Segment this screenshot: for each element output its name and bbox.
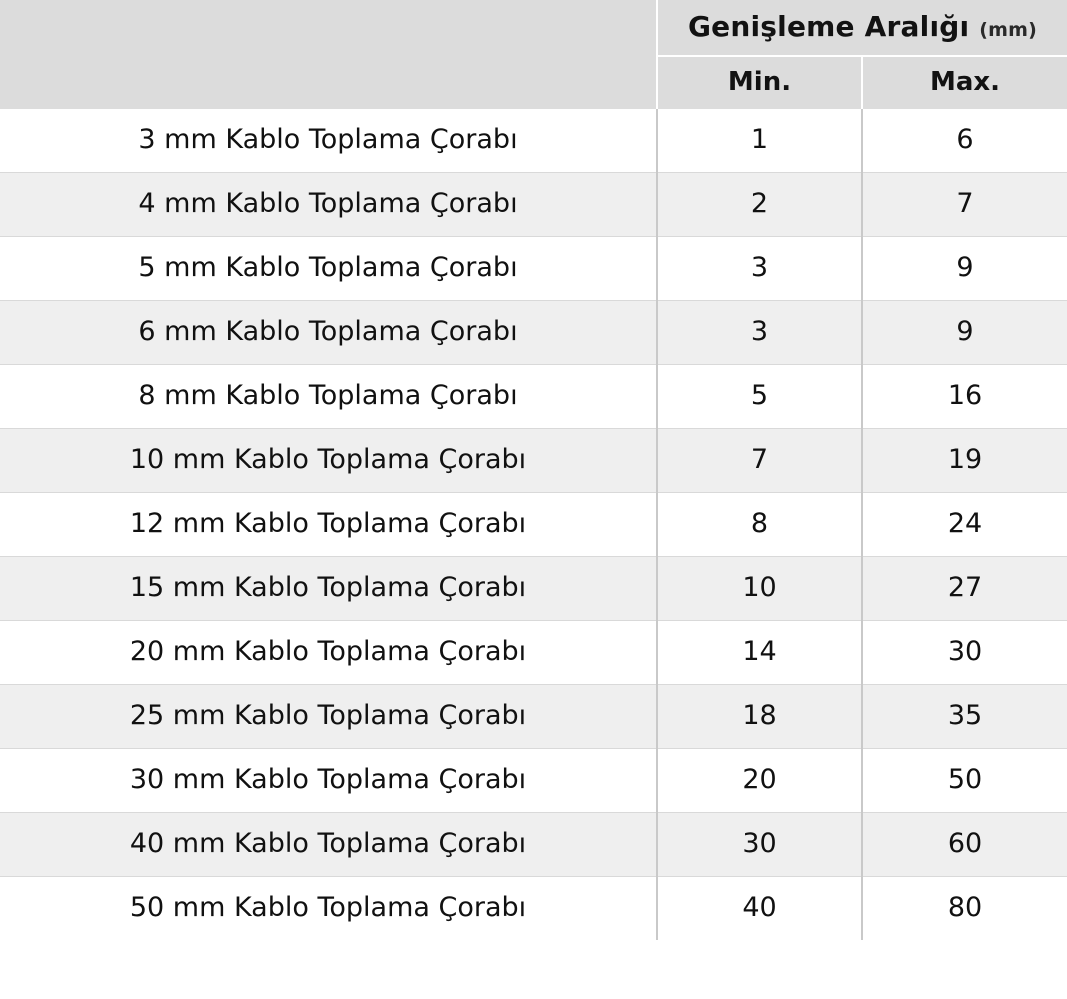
cell-expansion-max: 35 bbox=[862, 685, 1067, 749]
cell-expansion-max: 50 bbox=[862, 749, 1067, 813]
cell-expansion-max: 27 bbox=[862, 557, 1067, 621]
cell-product-name: 10 mm Kablo Toplama Çorabı bbox=[0, 429, 657, 493]
cell-expansion-max: 19 bbox=[862, 429, 1067, 493]
cell-product-name: 40 mm Kablo Toplama Çorabı bbox=[0, 813, 657, 877]
cell-product-name: 4 mm Kablo Toplama Çorabı bbox=[0, 173, 657, 237]
table-row bbox=[0, 173, 1067, 237]
cell-expansion-min: 10 bbox=[657, 557, 862, 621]
cell-product-name: 25 mm Kablo Toplama Çorabı bbox=[0, 685, 657, 749]
header-group-unit: (mm) bbox=[979, 19, 1037, 41]
table-row bbox=[0, 877, 1067, 941]
cell-product-name: 50 mm Kablo Toplama Çorabı bbox=[0, 877, 657, 941]
cell-expansion-min: 3 bbox=[657, 301, 862, 365]
table-header bbox=[0, 0, 1067, 109]
table-row bbox=[0, 813, 1067, 877]
table-row bbox=[0, 749, 1067, 813]
table-row bbox=[0, 621, 1067, 685]
cell-expansion-min: 18 bbox=[657, 685, 862, 749]
table-row bbox=[0, 685, 1067, 749]
header-group-title: Genişleme Aralığı bbox=[688, 10, 970, 43]
header-group-expansion-range bbox=[657, 0, 1067, 56]
table-header-row-group bbox=[0, 0, 1067, 56]
cell-expansion-max: 7 bbox=[862, 173, 1067, 237]
table-row bbox=[0, 493, 1067, 557]
cell-expansion-max: 16 bbox=[862, 365, 1067, 429]
table-row bbox=[0, 237, 1067, 301]
header-corner-empty bbox=[0, 0, 657, 109]
cell-expansion-min: 30 bbox=[657, 813, 862, 877]
cell-expansion-max: 9 bbox=[862, 301, 1067, 365]
cell-product-name: 8 mm Kablo Toplama Çorabı bbox=[0, 365, 657, 429]
cell-product-name: 3 mm Kablo Toplama Çorabı bbox=[0, 109, 657, 173]
cell-expansion-min: 7 bbox=[657, 429, 862, 493]
cell-expansion-min: 3 bbox=[657, 237, 862, 301]
cell-expansion-min: 14 bbox=[657, 621, 862, 685]
cell-expansion-min: 2 bbox=[657, 173, 862, 237]
table-body bbox=[0, 109, 1067, 940]
cell-expansion-min: 20 bbox=[657, 749, 862, 813]
cell-expansion-max: 6 bbox=[862, 109, 1067, 173]
cell-product-name: 6 mm Kablo Toplama Çorabı bbox=[0, 301, 657, 365]
cell-expansion-max: 80 bbox=[862, 877, 1067, 941]
cell-expansion-min: 8 bbox=[657, 493, 862, 557]
cell-product-name: 20 mm Kablo Toplama Çorabı bbox=[0, 621, 657, 685]
cell-expansion-max: 9 bbox=[862, 237, 1067, 301]
cell-expansion-min: 1 bbox=[657, 109, 862, 173]
cell-expansion-min: 5 bbox=[657, 365, 862, 429]
table-row bbox=[0, 301, 1067, 365]
table-row bbox=[0, 365, 1067, 429]
header-min: Min. bbox=[657, 56, 862, 109]
table-row bbox=[0, 429, 1067, 493]
cell-product-name: 15 mm Kablo Toplama Çorabı bbox=[0, 557, 657, 621]
header-max: Max. bbox=[862, 56, 1067, 109]
cell-expansion-max: 24 bbox=[862, 493, 1067, 557]
cell-product-name: 12 mm Kablo Toplama Çorabı bbox=[0, 493, 657, 557]
cell-expansion-max: 30 bbox=[862, 621, 1067, 685]
table-row bbox=[0, 109, 1067, 173]
cell-expansion-min: 40 bbox=[657, 877, 862, 941]
cell-product-name: 30 mm Kablo Toplama Çorabı bbox=[0, 749, 657, 813]
cell-product-name: 5 mm Kablo Toplama Çorabı bbox=[0, 237, 657, 301]
cell-expansion-max: 60 bbox=[862, 813, 1067, 877]
table-row bbox=[0, 557, 1067, 621]
